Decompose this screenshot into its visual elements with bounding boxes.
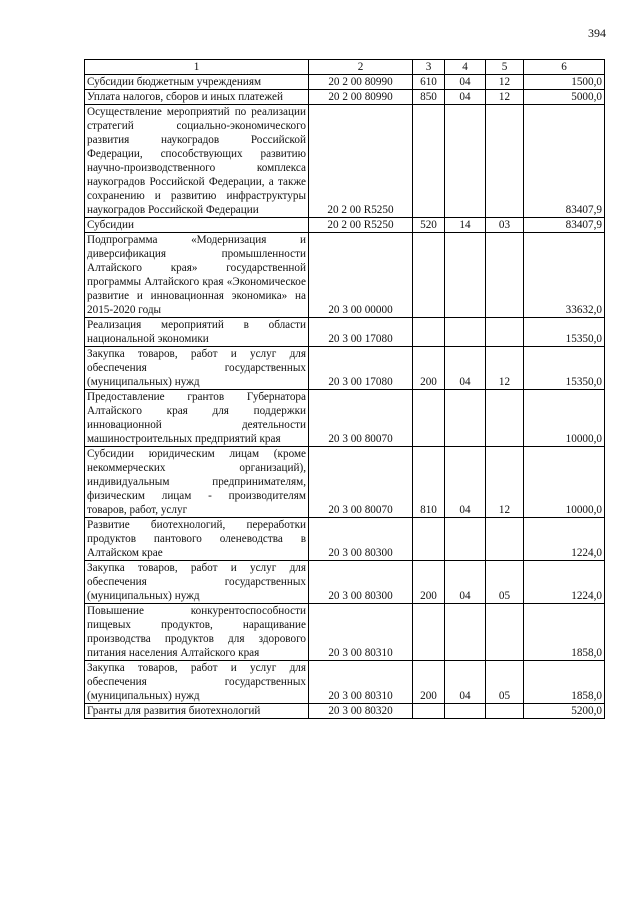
- table-row: [85, 518, 605, 561]
- table-row: [85, 90, 605, 105]
- row-rz: 04: [445, 561, 486, 604]
- row-code: 20 2 00 80990: [309, 90, 413, 105]
- row-rz: [445, 105, 486, 218]
- row-code: 20 3 00 80310: [309, 604, 413, 661]
- row-rz: [445, 604, 486, 661]
- row-name: Повышение конкурентоспособности пищевых продуктов, наращивание производства продуктов для здорового питания населения Алтайского края: [85, 604, 309, 661]
- table-row: [85, 604, 605, 661]
- row-vr: [413, 704, 445, 719]
- row-name: Предоставление грантов Губернатора Алтайского края для поддержки инновационной деятельности машиностроительных предприятий края: [85, 390, 309, 447]
- row-sum: 10000,0: [524, 390, 605, 447]
- row-code: 20 3 00 17080: [309, 318, 413, 347]
- row-rz: 04: [445, 661, 486, 704]
- row-pr: 12: [486, 447, 524, 518]
- row-code: 20 3 00 80320: [309, 704, 413, 719]
- row-rz: 04: [445, 447, 486, 518]
- header-col-6: 6: [524, 60, 605, 75]
- row-sum: 1224,0: [524, 518, 605, 561]
- row-vr: 850: [413, 90, 445, 105]
- row-pr: [486, 105, 524, 218]
- table-body: [85, 75, 605, 719]
- row-sum: 15350,0: [524, 318, 605, 347]
- table-row: [85, 390, 605, 447]
- row-code: 20 3 00 80070: [309, 447, 413, 518]
- row-name: Развитие биотехнологий, переработки продуктов пантового оленеводства в Алтайском крае: [85, 518, 309, 561]
- row-rz: [445, 233, 486, 318]
- row-rz: [445, 390, 486, 447]
- row-rz: 04: [445, 90, 486, 105]
- header-col-2: 2: [309, 60, 413, 75]
- row-rz: 14: [445, 218, 486, 233]
- header-col-4: 4: [445, 60, 486, 75]
- row-pr: 03: [486, 218, 524, 233]
- table-row: [85, 347, 605, 390]
- table-row: [85, 561, 605, 604]
- row-code: 20 3 00 00000: [309, 233, 413, 318]
- row-pr: 12: [486, 90, 524, 105]
- row-name: Уплата налогов, сборов и иных платежей: [85, 90, 309, 105]
- row-code: 20 3 00 80300: [309, 518, 413, 561]
- row-pr: [486, 390, 524, 447]
- row-sum: 15350,0: [524, 347, 605, 390]
- row-code: 20 3 00 80310: [309, 661, 413, 704]
- row-name: Закупка товаров, работ и услуг для обеспечения государственных (муниципальных) нужд: [85, 661, 309, 704]
- row-code: 20 2 00 80990: [309, 75, 413, 90]
- row-name: Реализация мероприятий в области национальной экономики: [85, 318, 309, 347]
- row-pr: [486, 704, 524, 719]
- row-rz: [445, 518, 486, 561]
- row-vr: [413, 390, 445, 447]
- row-rz: 04: [445, 347, 486, 390]
- row-sum: 1500,0: [524, 75, 605, 90]
- row-name: Закупка товаров, работ и услуг для обеспечения государственных (муниципальных) нужд: [85, 561, 309, 604]
- row-code: 20 2 00 R5250: [309, 105, 413, 218]
- row-sum: 1858,0: [524, 604, 605, 661]
- row-name: Закупка товаров, работ и услуг для обеспечения государственных (муниципальных) нужд: [85, 347, 309, 390]
- page-number: 394: [588, 26, 606, 40]
- header-row: [85, 60, 605, 75]
- row-name: Субсидии бюджетным учреждениям: [85, 75, 309, 90]
- row-name: Осуществление мероприятий по реализации стратегий социально-экономического развития наукоградов Российской Федерации, способствующих развитию научно-производственного комплекса наукоградов Российской Федерации, а также сохранению и развитию инфраструктуры наукоградов Российской Федерации: [85, 105, 309, 218]
- row-vr: [413, 318, 445, 347]
- row-pr: 05: [486, 661, 524, 704]
- row-code: 20 3 00 80070: [309, 390, 413, 447]
- row-name: Субсидии юридическим лицам (кроме некоммерческих организаций), индивидуальным предпринимателям, физическим лицам - производителям товаров, работ, услуг: [85, 447, 309, 518]
- row-rz: 04: [445, 75, 486, 90]
- row-pr: [486, 233, 524, 318]
- table-row: [85, 105, 605, 218]
- row-sum: 5000,0: [524, 90, 605, 105]
- row-sum: 33632,0: [524, 233, 605, 318]
- row-name: Гранты для развития биотехнологий: [85, 704, 309, 719]
- row-sum: 1858,0: [524, 661, 605, 704]
- row-name: Подпрограмма «Модернизация и диверсификация промышленности Алтайского края» государственной программы Алтайского края «Экономическое развитие и инновационная экономика» на 2015-2020 годы: [85, 233, 309, 318]
- table-row: [85, 218, 605, 233]
- table-row: [85, 661, 605, 704]
- table-row: [85, 704, 605, 719]
- row-pr: [486, 518, 524, 561]
- row-vr: 520: [413, 218, 445, 233]
- row-code: 20 2 00 R5250: [309, 218, 413, 233]
- row-name: Субсидии: [85, 218, 309, 233]
- table-row: [85, 447, 605, 518]
- header-col-3: 3: [413, 60, 445, 75]
- row-sum: 83407,9: [524, 218, 605, 233]
- row-vr: 610: [413, 75, 445, 90]
- row-rz: [445, 318, 486, 347]
- row-vr: 200: [413, 347, 445, 390]
- row-pr: [486, 318, 524, 347]
- row-sum: 10000,0: [524, 447, 605, 518]
- row-code: 20 3 00 17080: [309, 347, 413, 390]
- row-pr: 12: [486, 75, 524, 90]
- table-row: [85, 233, 605, 318]
- row-sum: 5200,0: [524, 704, 605, 719]
- header-col-5: 5: [486, 60, 524, 75]
- row-pr: 05: [486, 561, 524, 604]
- row-sum: 83407,9: [524, 105, 605, 218]
- row-pr: 12: [486, 347, 524, 390]
- row-vr: [413, 604, 445, 661]
- row-pr: [486, 604, 524, 661]
- budget-table: [84, 59, 605, 719]
- row-vr: 200: [413, 661, 445, 704]
- table-row: [85, 75, 605, 90]
- row-vr: [413, 233, 445, 318]
- row-vr: [413, 518, 445, 561]
- row-vr: 810: [413, 447, 445, 518]
- row-code: 20 3 00 80300: [309, 561, 413, 604]
- row-vr: [413, 105, 445, 218]
- row-sum: 1224,0: [524, 561, 605, 604]
- row-rz: [445, 704, 486, 719]
- table-row: [85, 318, 605, 347]
- row-vr: 200: [413, 561, 445, 604]
- header-col-1: 1: [85, 60, 309, 75]
